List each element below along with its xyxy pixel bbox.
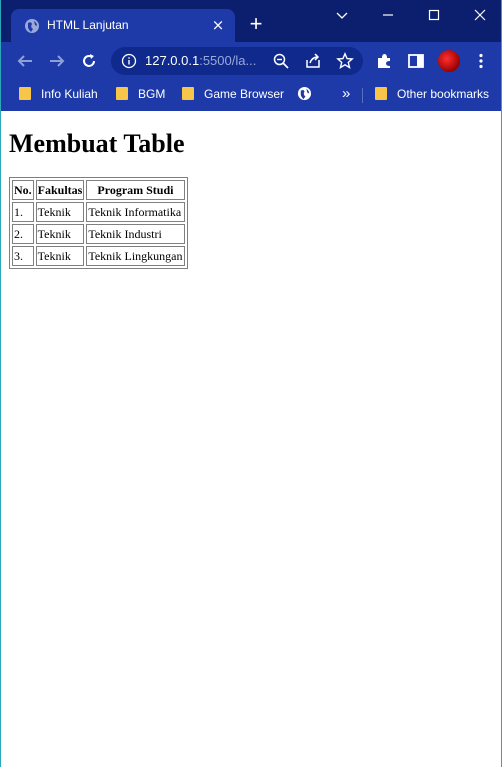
back-arrow-icon[interactable] [14,50,36,72]
bookmark-game-browser[interactable] [182,87,284,103]
new-tab-button[interactable]: + [249,11,263,36]
cell-no: 1. [12,202,34,222]
browser-toolbar [1,42,501,80]
zoom-icon[interactable] [272,52,290,70]
tab-html-lanjutan[interactable] [11,9,235,42]
globe-icon [24,18,40,34]
bookmarks-overflow-button[interactable]: » [342,85,351,102]
bookmark-label: Info Kuliah [41,87,98,101]
bookmark-globe[interactable] [297,86,312,102]
cell-fakultas: Teknik [36,202,85,222]
sidebar-icon[interactable] [405,50,427,72]
folder-icon [116,87,128,100]
cell-fakultas: Teknik [36,246,85,266]
bookmarks-divider [362,88,363,103]
close-tab-icon[interactable]: × [211,16,225,34]
page-heading: Membuat Table [9,129,185,158]
folder-icon [375,87,387,100]
folder-icon [182,87,194,100]
close-window-button[interactable] [457,0,502,32]
table-row [12,202,185,222]
forward-arrow-icon[interactable] [46,50,68,72]
header-program-studi: Program Studi [86,180,184,200]
minimize-button[interactable] [365,0,411,32]
reload-icon[interactable] [78,50,100,72]
bookmark-label: Game Browser [204,87,285,101]
bookmark-bgm[interactable] [116,87,165,103]
extensions-icon[interactable] [373,50,395,72]
bookmark-star-icon[interactable] [336,52,354,70]
cell-fakultas: Teknik [36,224,85,244]
other-bookmarks[interactable] [375,87,489,103]
tab-title: HTML Lanjutan [47,18,129,32]
url-host: 127.0.0.1 [145,53,200,68]
cell-program-studi: Teknik Lingkungan [86,246,184,266]
other-bookmarks-label: Other bookmarks [397,87,490,101]
cell-program-studi: Teknik Informatika [86,202,184,222]
bookmarks-bar [1,80,501,111]
maximize-button[interactable] [411,0,457,32]
cell-no: 3. [12,246,34,266]
share-icon[interactable] [304,52,322,70]
table-header-row [12,180,185,200]
address-bar[interactable] [111,47,363,75]
studi-table [9,177,188,269]
tab-search-icon[interactable] [319,0,365,32]
globe-icon [297,86,312,101]
profile-avatar[interactable] [438,50,460,72]
bookmark-label: BGM [138,87,166,101]
cell-no: 2. [12,224,34,244]
table-row [12,246,185,266]
url-path: :5500/la... [199,53,257,68]
cell-program-studi: Teknik Industri [86,224,184,244]
menu-icon[interactable] [470,50,492,72]
header-fakultas: Fakultas [36,180,85,200]
url-text[interactable] [145,53,265,68]
tab-strip [1,0,501,42]
bookmark-info-kuliah[interactable] [19,87,98,103]
header-no: No. [12,180,34,200]
page-content [1,111,501,767]
info-icon[interactable] [121,53,137,69]
table-row [12,224,185,244]
folder-icon [19,87,31,100]
